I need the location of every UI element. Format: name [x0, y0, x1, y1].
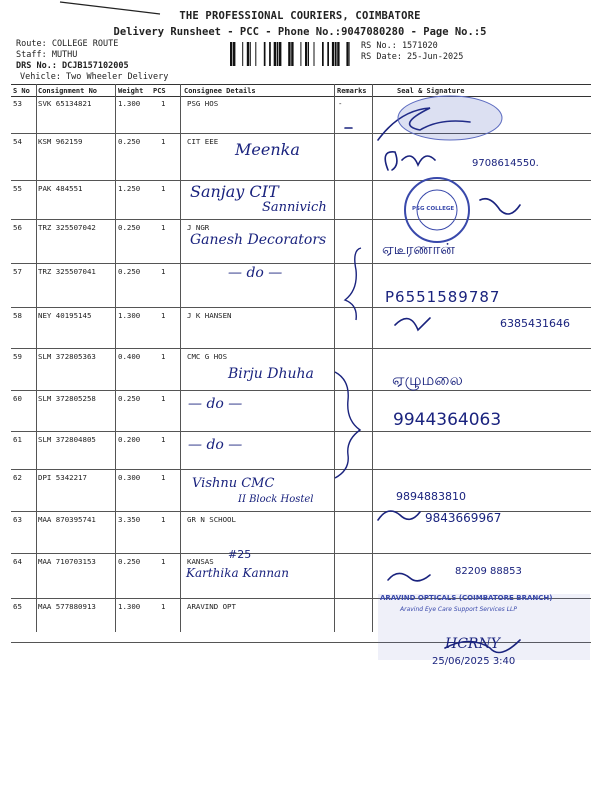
cell-pcs: 1: [161, 352, 166, 361]
cell-consignment: SLM 372804805: [38, 435, 96, 444]
cell-sno: 60: [13, 394, 22, 403]
hw-r56-name: Ganesh Decorators: [190, 232, 327, 248]
cell-weight: 0.250: [118, 557, 141, 566]
aravind-stamp-title: ARAVIND OPTICALS (COIMBATORE BRANCH): [380, 594, 553, 602]
hw-r57-do: — do —: [228, 265, 283, 281]
hw-r63-phone: 9843669967: [425, 511, 502, 525]
hw-r64-name: Karthika Kannan: [186, 566, 289, 580]
hw-r58-phone: 6385431646: [500, 317, 570, 330]
cell-sno: 59: [13, 352, 22, 361]
route-label: Route: COLLEGE ROUTE: [16, 39, 119, 49]
cell-weight: 0.300: [118, 473, 141, 482]
signature-64: [388, 573, 430, 580]
cell-sno: 63: [13, 515, 22, 524]
stamp-53: [398, 96, 502, 140]
cell-weight: 0.400: [118, 352, 141, 361]
cell-sno: 53: [13, 99, 22, 108]
signature-58: [395, 318, 430, 330]
cell-details: CMC G HOS: [187, 352, 228, 361]
drs-label: DRS No.: DCJB157102005: [16, 61, 129, 71]
cell-consignment: KSM 962159: [38, 137, 83, 146]
cell-sno: 56: [13, 223, 22, 232]
cell-sno: 62: [13, 473, 22, 482]
staff-label: Staff: MUTHU: [16, 50, 78, 60]
signature-63: [378, 511, 420, 520]
rs-number: RS No.: 1571020: [361, 41, 438, 51]
signature-54: [385, 152, 435, 170]
cell-weight: 1.300: [118, 602, 141, 611]
hw-r64-num: #25: [228, 548, 252, 561]
cell-pcs: 1: [161, 602, 166, 611]
cell-details: ARAVIND OPT: [187, 602, 236, 611]
hw-r57-code: P6551589787: [385, 288, 501, 306]
hw-r60-phone: 9944364063: [393, 410, 502, 430]
cell-consignment: TRZ 325507042: [38, 223, 96, 232]
col-consignment: Consignment No: [38, 87, 98, 95]
cell-consignment: TRZ 325507041: [38, 267, 96, 276]
cell-sno: 58: [13, 311, 22, 320]
cell-weight: 0.250: [118, 267, 141, 276]
hw-r54-phone: 9708614550.: [472, 158, 539, 169]
runsheet-subtitle: Delivery Runsheet - PCC - Phone No.:9047080280 - Page No.:5: [113, 26, 487, 38]
cell-remarks: -: [338, 99, 343, 108]
col-sno: S No: [13, 87, 30, 95]
cell-pcs: 1: [161, 184, 166, 193]
cell-weight: 1.300: [118, 311, 141, 320]
col-consignee: Consignee Details: [184, 87, 256, 95]
cell-sno: 57: [13, 267, 22, 276]
company-title: THE PROFESSIONAL COURIERS, COIMBATORE: [179, 10, 421, 22]
hw-r62-name1: Vishnu CMC: [192, 476, 275, 491]
cell-weight: 1.250: [118, 184, 141, 193]
hw-r62-name2: II Block Hostel: [238, 494, 314, 505]
cell-consignment: MAA 870395741: [38, 515, 96, 524]
cell-details: J NGR: [187, 223, 210, 232]
cell-pcs: 1: [161, 311, 166, 320]
cell-pcs: 1: [161, 473, 166, 482]
cell-sno: 54: [13, 137, 22, 146]
cell-sno: 65: [13, 602, 22, 611]
rs-date: RS Date: 25-Jun-2025: [361, 52, 464, 62]
cell-details: GR N SCHOOL: [187, 515, 236, 524]
cell-pcs: 1: [161, 99, 166, 108]
aravind-sign: HCRNY: [445, 636, 500, 652]
cell-weight: 0.250: [118, 223, 141, 232]
cell-sno: 61: [13, 435, 22, 444]
cell-consignment: PAK 484551: [38, 184, 83, 193]
hw-r60-do: — do —: [188, 396, 243, 412]
cell-consignment: SVK 65134821: [38, 99, 92, 108]
cell-weight: 0.250: [118, 394, 141, 403]
cell-weight: 3.350: [118, 515, 141, 524]
col-weight: Weight: [118, 87, 144, 95]
cell-pcs: 1: [161, 267, 166, 276]
cell-sno: 55: [13, 184, 22, 193]
hw-r59-name: Birju Dhuha: [228, 366, 314, 382]
hw-r56-sig: ஏடீரணான்: [382, 240, 455, 258]
cell-pcs: 1: [161, 557, 166, 566]
cell-weight: 0.200: [118, 435, 141, 444]
hw-r55-name2: Sannivich: [262, 200, 327, 215]
cell-pcs: 1: [161, 515, 166, 524]
cell-weight: 1.300: [118, 99, 141, 108]
col-pcs: PCS: [153, 87, 166, 95]
cell-pcs: 1: [161, 223, 166, 232]
cell-pcs: 1: [161, 394, 166, 403]
college-stamp-text: PSG COLLEGE: [412, 206, 455, 212]
hw-r55-name1: Sanjay CIT: [190, 182, 279, 201]
cell-sno: 64: [13, 557, 22, 566]
hw-r64-phone: 82209 88853: [455, 566, 522, 577]
hw-r59-sig: ஏழுமலை: [392, 370, 463, 389]
cell-consignment: DPI 5342217: [38, 473, 87, 482]
cell-details: KANSAS: [187, 557, 214, 566]
cell-weight: 0.250: [118, 137, 141, 146]
cell-consignment: MAA 577880913: [38, 602, 96, 611]
hw-r62-phone: 9894883810: [396, 490, 466, 503]
cell-details: CIT EEE: [187, 137, 219, 146]
cell-details: J K HANSEN: [187, 311, 232, 320]
aravind-stamp-sub: Aravind Eye Care Support Services LLP: [400, 606, 517, 613]
cell-consignment: NEY 40195145: [38, 311, 92, 320]
cell-consignment: SLM 372805258: [38, 394, 96, 403]
col-signature: Seal & Signature: [397, 87, 465, 95]
hw-r54-name: Meenka: [235, 140, 300, 159]
cell-pcs: 1: [161, 137, 166, 146]
cell-pcs: 1: [161, 435, 166, 444]
cell-consignment: SLM 372805363: [38, 352, 96, 361]
cell-details: PSG HOS: [187, 99, 219, 108]
hw-r61-do: — do —: [188, 437, 243, 453]
cell-consignment: MAA 710703153: [38, 557, 96, 566]
col-remarks: Remarks: [337, 87, 367, 95]
vehicle-label: Vehicle: Two Wheeler Delivery: [20, 72, 169, 82]
hw-r65-date: 25/06/2025 3:40: [432, 656, 516, 667]
